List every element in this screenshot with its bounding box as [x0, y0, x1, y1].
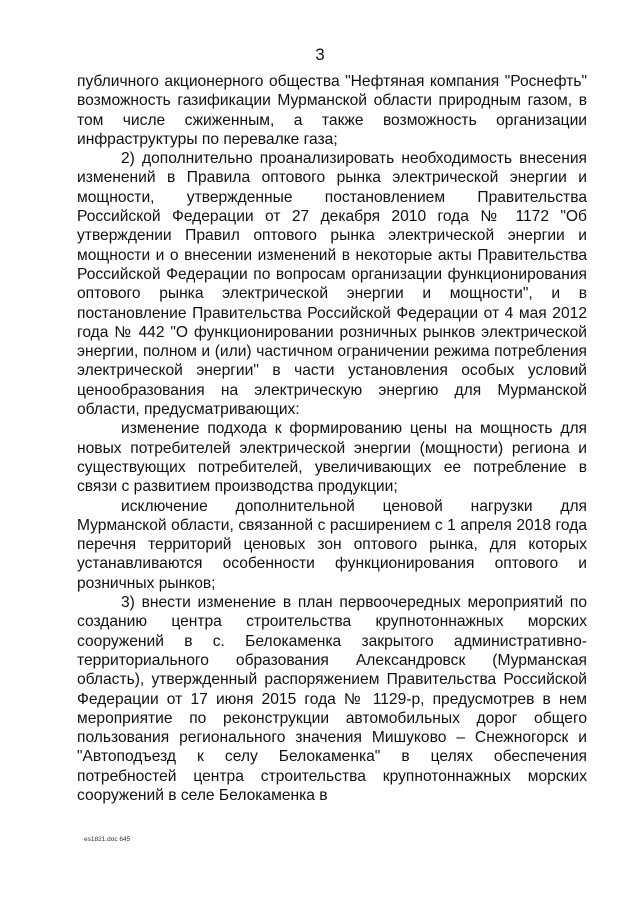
document-body [77, 72, 587, 805]
paragraph-3: изменение подхода к формированию цены на мощность для новых потребителей электрической энергии (мощности) региона и существующих потребителей, увеличивающих ее потребление в связи с развитием производства продукции; [77, 420, 587, 496]
paragraph-5: 3) внести изменение в план первоочередных мероприятий по созданию центра строительства крупнотоннажных морских сооружений в с. Белокаменка закрытого административно-территориального образования Александровск (Мурманская область), утвержденный распоряжением Правительства Российской Федерации от 17 июня 2015 года № 1129-р, предусмотрев в нем мероприятие по реконструкции автомобильных дорог общего пользования регионального значения Мишуково – Снежногорск и "Автоподъезд к селу Белокаменка" в целях обеспечения потребностей центра строительства крупнотоннажных морских сооружений в селе Белокаменка в [77, 594, 587, 804]
paragraph-4: исключение дополнительной ценовой нагрузки для Мурманской области, связанной с расширением с 1 апреля 2018 года перечня территорий ценовых зон оптового рынка, для которых устанавливаются особенности функционирования оптового и розничных рынков; [77, 497, 587, 592]
footer-file-reference: es1821.doc 645 [84, 836, 131, 843]
page-number: 3 [315, 45, 325, 64]
paragraph-1: публичного акционерного общества "Нефтяная компания "Роснефть" возможность газификации Мурманской области природным газом, в том числе сжиженным, а также возможность организации инфраструктуры по перевалке газа; [77, 73, 587, 148]
paragraph-2: 2) дополнительно проанализировать необходимость внесения изменений в Правила оптового рынка электрической энергии и мощности, утвержденные постановлением Правительства Российской Федерации от 27 декабря 2010 года № 1172 "Об утверждении Правил оптового рынка электрической энергии и мощности и о внесении изменений в некоторые акты Правительства Российской Федерации по вопросам организации функционирования оптового рынка электрической энергии и мощности", и в постановление Правительства Российской Федерации от 4 мая 2012 года № 442 "О функционировании розничных рынков электрической энергии, полном и (или) частичном ограничении режима потребления электрической энергии" в части установления особых условий ценообразования на электрическую энергию для Мурманской области, предусматривающих: [77, 150, 587, 419]
